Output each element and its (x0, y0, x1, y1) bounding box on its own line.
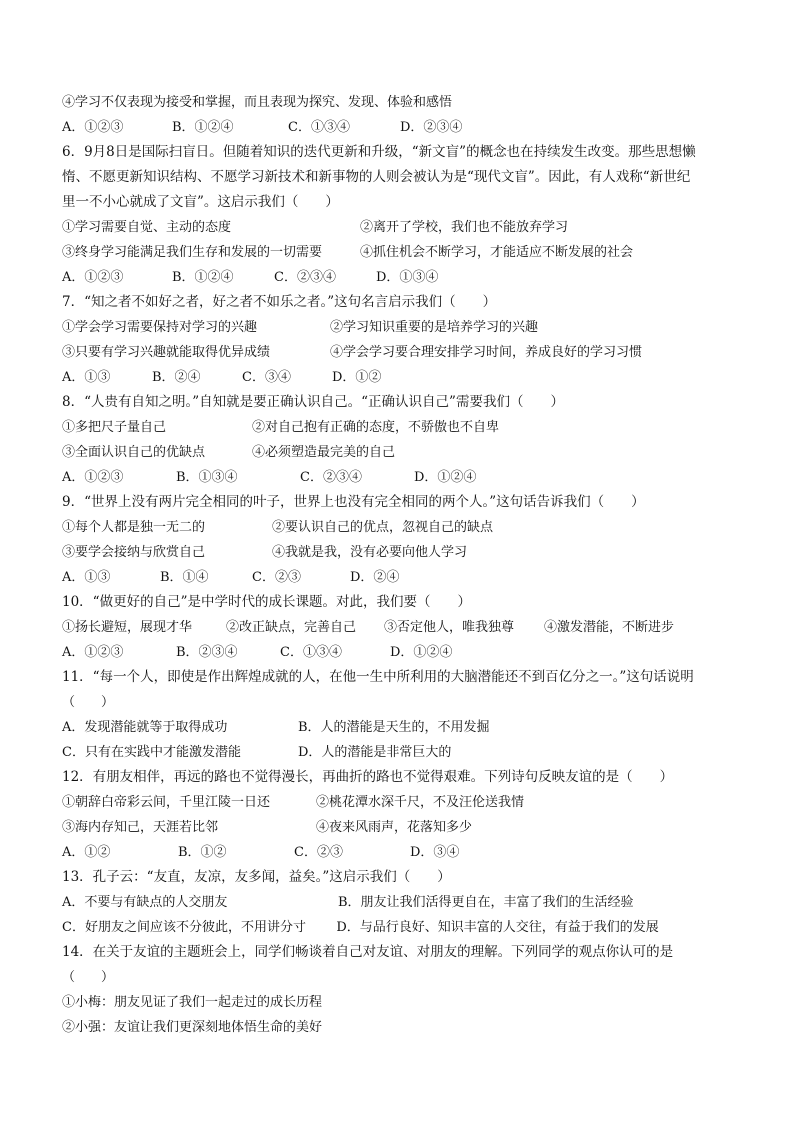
option-item: ①扬长避短，展现才华 (62, 620, 193, 635)
option-item: ④学会学习要合理安排学习时间，养成良好的学习习惯 (330, 345, 643, 360)
option-item: D．人的潜能是非常巨大的 (298, 745, 452, 760)
option-item: C．①③④ (280, 645, 342, 660)
option-row (62, 415, 734, 440)
option-item: ①每个人都是独一无二的 (62, 520, 206, 535)
text-line: ①小梅：朋友见证了我们一起走过的成长历程 (62, 995, 323, 1010)
option-item: A．①②③ (62, 270, 124, 285)
option-item: D．②④ (350, 570, 400, 585)
option-row (62, 315, 734, 340)
option-item: A．①② (62, 845, 111, 860)
option-row (62, 440, 734, 465)
option-row (62, 115, 734, 140)
option-item: ②要认识自己的优点，忽视自己的缺点 (272, 520, 494, 535)
option-row (62, 515, 734, 540)
option-item: ②离开了学校，我们也不能放弃学习 (360, 220, 569, 235)
question-stem: 11．“每一个人，即使是作出辉煌成就的人，在他一生中所利用的大脑潜能还不到百亿分之一。”这句话说明 (62, 669, 694, 685)
option-row (62, 615, 734, 640)
option-item: ③终身学习能满足我们生存和发展的一切需要 (62, 245, 323, 260)
option-item: D．③④ (410, 845, 460, 860)
question-stem: 12．有朋友相伴，再远的路也不觉得漫长，再曲折的路也不觉得艰难。下列诗句反映友谊的是（ ） (62, 769, 674, 785)
exam-page (62, 90, 734, 1040)
question-stem: 14．在关于友谊的主题班会上，同学们畅谈着自己对友谊、对朋友的理解。下列同学的观点你认可的是 (62, 944, 674, 960)
option-item: C．②③④ (300, 470, 362, 485)
text-line: （ ） (62, 695, 115, 710)
option-row (62, 790, 734, 815)
option-item: ④夜来风雨声，花落知多少 (316, 820, 473, 835)
option-item: B．①②④ (172, 270, 234, 285)
option-item: C．②③④ (274, 270, 336, 285)
option-item: ②学习知识重要的是培养学习的兴趣 (330, 320, 539, 335)
option-row (62, 915, 734, 940)
question-stem: 7．“知之者不如好之者，好之者不如乐之者。”这句名言启示我们（ ） (62, 294, 497, 310)
option-item: A．①③ (62, 570, 111, 585)
option-item: D．①③④ (376, 270, 439, 285)
option-item: A．①③ (62, 370, 111, 385)
option-row (62, 265, 734, 290)
option-row (62, 640, 734, 665)
text-line: ④学习不仅表现为接受和掌握，而且表现为探究、发现、体验和感悟 (62, 95, 453, 110)
option-row (62, 565, 734, 590)
question-stem: 6．9月8日是国际扫盲日。但随着知识的迭代更新和升级，“新文盲”的概念也在持续发生改变。那些思想懒 (62, 144, 696, 160)
option-item: ②改正缺点，完善自己 (226, 620, 357, 635)
option-row (62, 740, 734, 765)
text-line: ②小强：友谊让我们更深刻地体悟生命的美好 (62, 1020, 323, 1035)
option-item: B．①④ (160, 570, 209, 585)
option-row (62, 465, 734, 490)
option-item: B．朋友让我们活得更自在，丰富了我们的生活经验 (338, 895, 634, 910)
question-stem: 13．孔子云：“友直，友凉，友多闻，益矣。”这启示我们（ ） (62, 869, 451, 885)
option-row (62, 340, 734, 365)
option-item: D．①②④ (390, 645, 453, 660)
option-item: C．②③ (252, 570, 301, 585)
option-item: A．①②③ (62, 120, 124, 135)
question-stem: 10．“做更好的自己”是中学时代的成长课题。对此，我们要（ ） (62, 594, 471, 610)
option-item: B．①② (178, 845, 227, 860)
option-item: D．①②④ (414, 470, 477, 485)
option-item: D．①② (332, 370, 382, 385)
option-item: ③只要有学习兴趣就能取得优异成绩 (62, 345, 271, 360)
option-item: ③要学会接纳与欣赏自己 (62, 545, 206, 560)
question-stem: 8．“人贵有自知之明。”自知就是要正确认识自己。“正确认识自己”需要我们（ ） (62, 394, 564, 410)
option-item: ④激发潜能，不断进步 (544, 620, 675, 635)
option-row (62, 840, 734, 865)
option-item: ①学习需要自觉、主动的态度 (62, 220, 232, 235)
option-item: ④抓住机会不断学习，才能适应不断发展的社会 (360, 245, 634, 260)
question-stem: 里一不小心就成了文盲”。这启示我们（ ） (62, 194, 339, 210)
option-item: D．与品行良好、知识丰富的人交往，有益于我们的发展 (336, 920, 659, 935)
option-item: ③全面认识自己的优缺点 (62, 445, 206, 460)
option-row (62, 815, 734, 840)
option-item: ③海内存知己，天涯若比邻 (62, 820, 219, 835)
question-stem: 惰、不愿更新知识结构、不愿学习新技术和新事物的人则会被认为是“现代文盲”。因此，有人戏称“新世纪 (62, 169, 691, 185)
option-row (62, 890, 734, 915)
question-stem: 9．“世界上没有两片完全相同的叶子，世界上也没有完全相同的两个人。”这句话告诉我们（ ） (62, 494, 645, 510)
option-item: C．①③④ (288, 120, 350, 135)
option-item: ④我就是我，没有必要向他人学习 (272, 545, 468, 560)
option-item: ④必须塑造最完美的自己 (252, 445, 396, 460)
option-item: B．人的潜能是天生的，不用发掘 (298, 720, 490, 735)
option-row (62, 365, 734, 390)
option-item: A．①②③ (62, 470, 124, 485)
text-line: （ ） (62, 970, 115, 985)
option-item: ①朝辞白帝彩云间，千里江陵一日还 (62, 795, 271, 810)
option-item: C．③④ (242, 370, 291, 385)
option-item: ②对自己抱有正确的态度，不骄傲也不自卑 (252, 420, 500, 435)
option-row (62, 240, 734, 265)
option-item: A．①②③ (62, 645, 124, 660)
option-item: ②桃花潭水深千尺，不及汪伦送我情 (316, 795, 525, 810)
option-item: B．①③④ (176, 470, 238, 485)
option-item: C．只有在实践中才能激发潜能 (62, 745, 241, 760)
option-item: ①多把尺子量自己 (62, 420, 167, 435)
option-row (62, 540, 734, 565)
option-row (62, 215, 734, 240)
option-item: D．②③④ (400, 120, 463, 135)
option-item: ①学会学习需要保持对学习的兴趣 (62, 320, 258, 335)
option-item: A．发现潜能就等于取得成功 (62, 720, 228, 735)
option-item: C．②③ (294, 845, 343, 860)
option-item: B．②④ (152, 370, 201, 385)
option-item: ③否定他人，唯我独尊 (384, 620, 515, 635)
option-item: C．好朋友之间应该不分彼此，不用讲分寸 (62, 920, 306, 935)
option-item: B．②③④ (176, 645, 238, 660)
option-item: B．①②④ (172, 120, 234, 135)
option-item: A．不要与有缺点的人交朋友 (62, 895, 228, 910)
option-row (62, 715, 734, 740)
